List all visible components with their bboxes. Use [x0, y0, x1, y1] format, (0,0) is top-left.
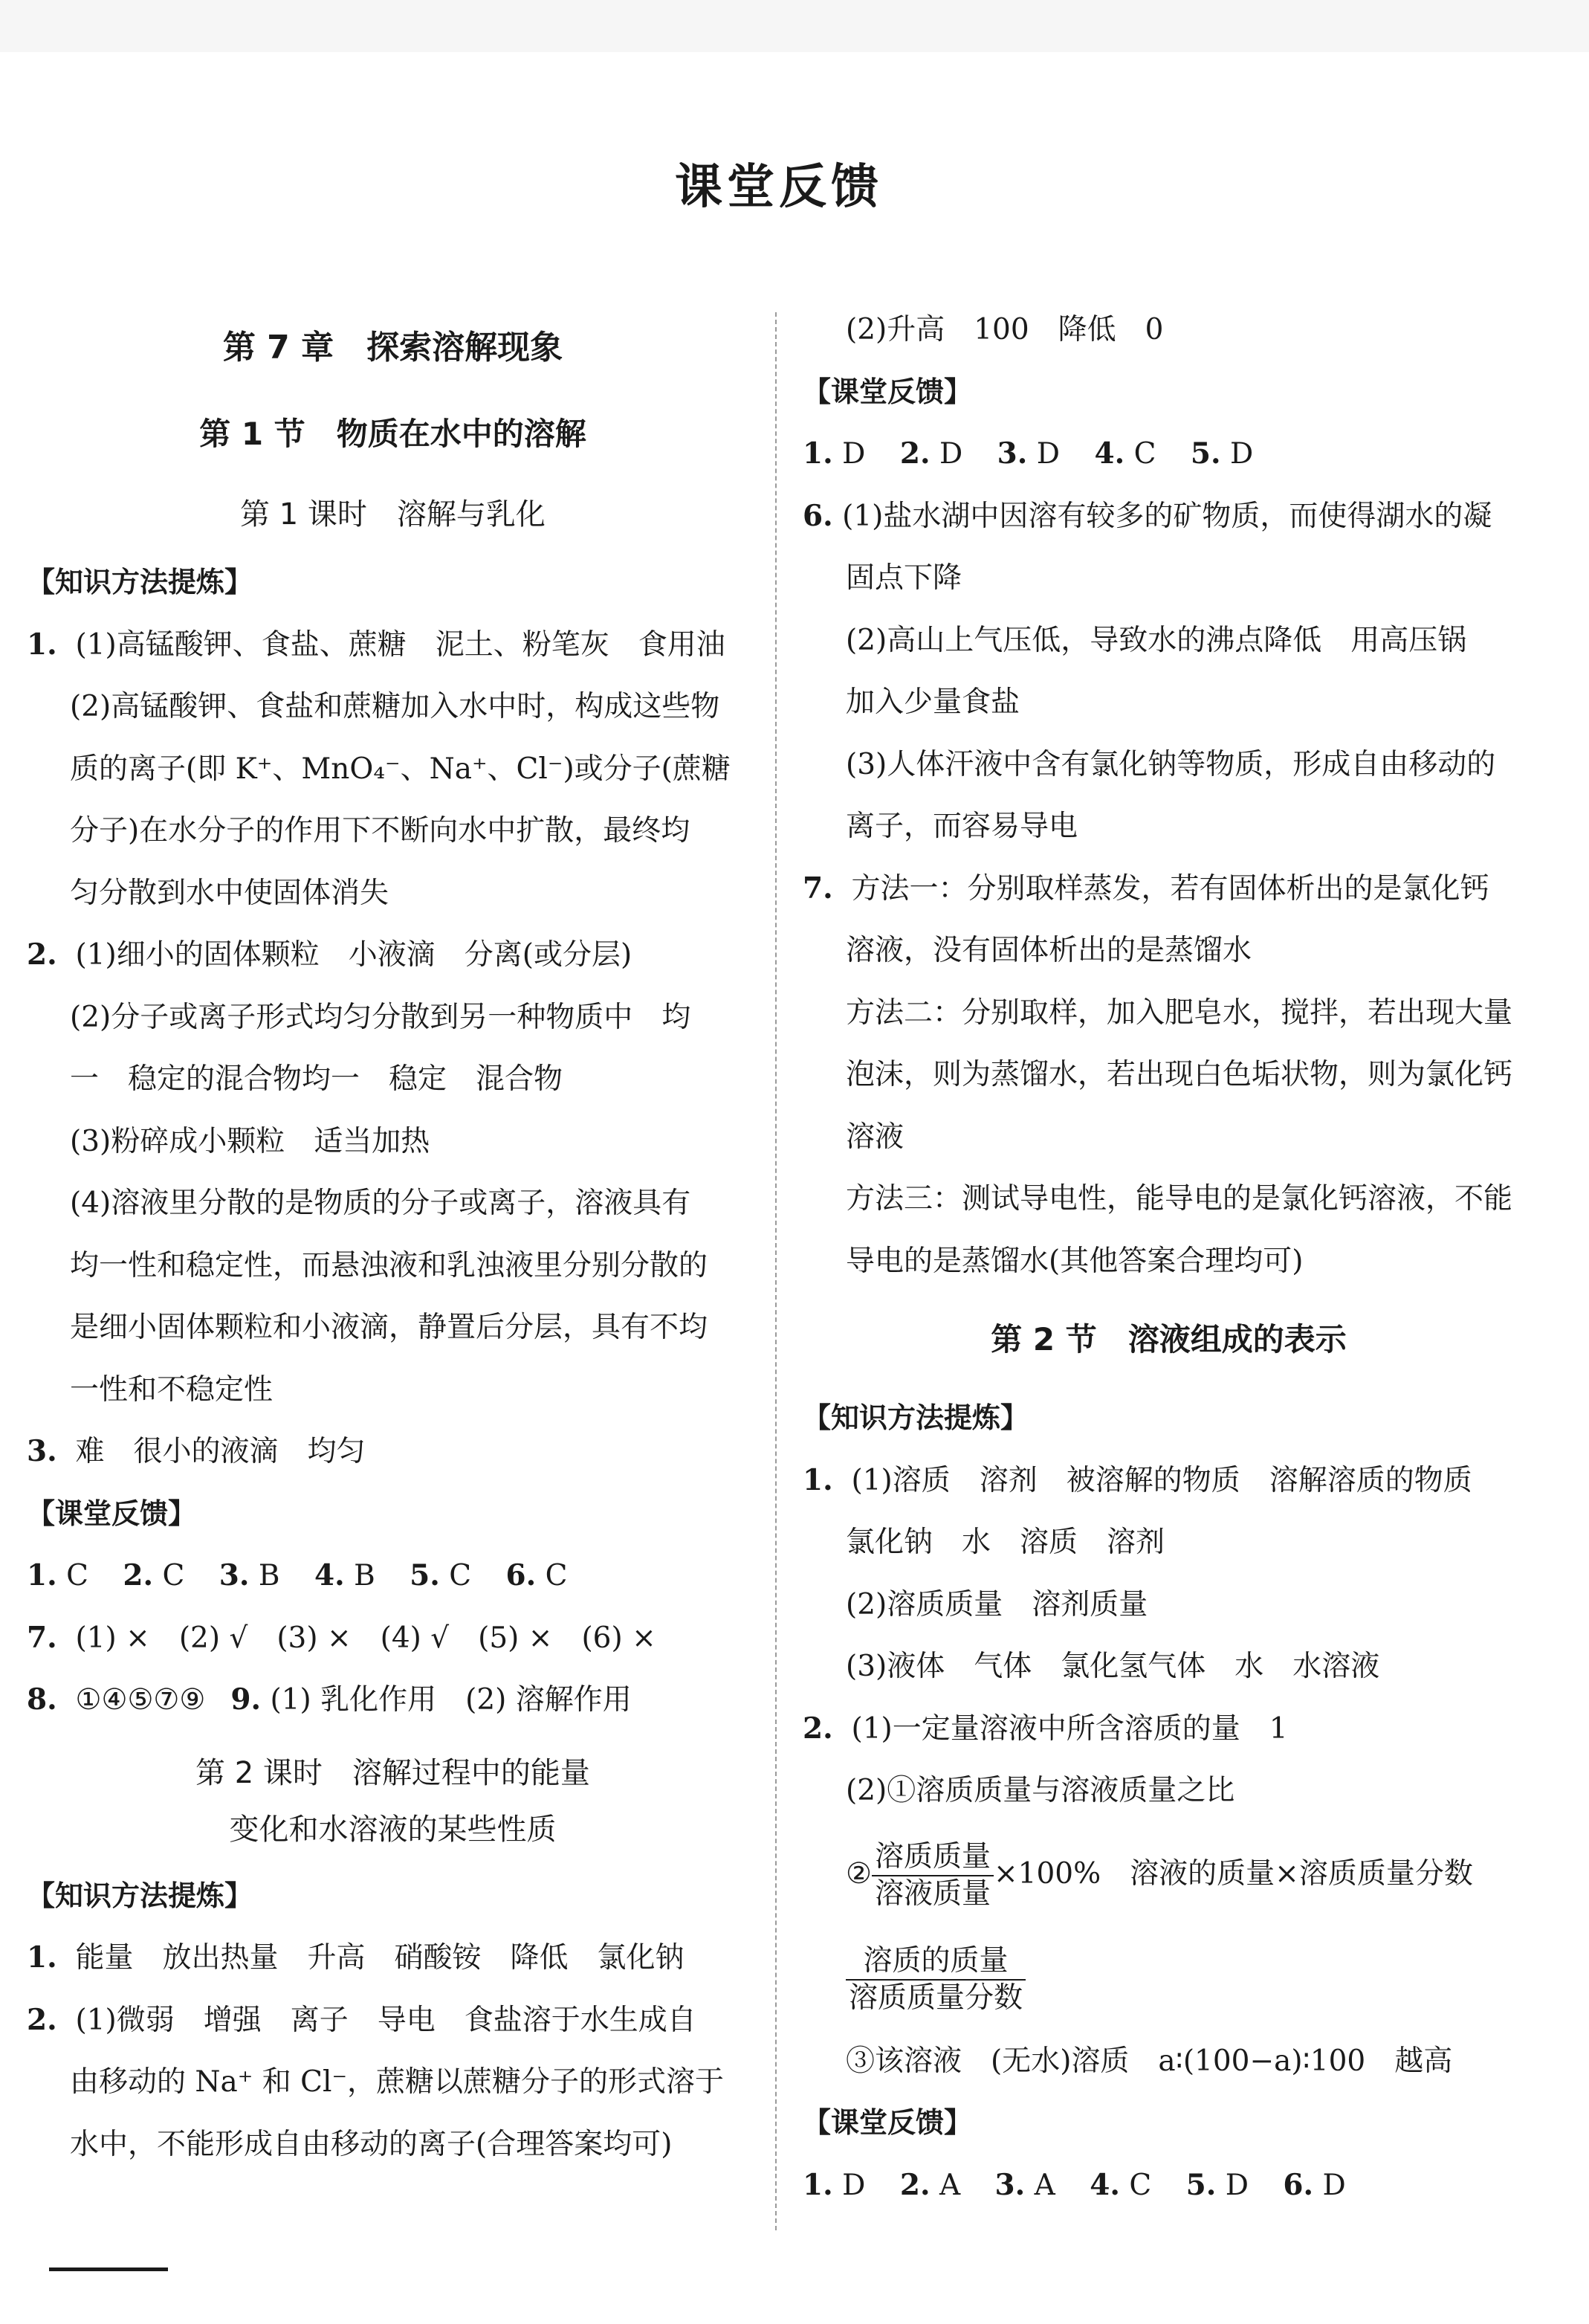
answer-line: 2. (1)微弱 增强 离子 导电 食盐溶于水生成自: [27, 2002, 696, 2037]
answer-line-choices: 1. C 2. C 3. B 4. B 5. C 6. C: [27, 1558, 568, 1592]
answer-line: 方法二：分别取样，加入肥皂水，搅拌，若出现大量: [846, 995, 1513, 1030]
answer-line: (3)粉碎成小颗粒 适当加热: [70, 1124, 430, 1158]
chapter-title: 第 7 章 探索溶解现象: [222, 329, 563, 367]
answer-line: 1. 能量 放出热量 升高 硝酸铵 降低 氯化钠: [27, 1940, 685, 1975]
lesson-title: 第 2 课时 溶解过程中的能量: [195, 1755, 590, 1790]
section-title: 第 2 节 溶液组成的表示: [991, 1321, 1347, 1358]
answer-line: 7. (1) × (2) √ (3) × (4) √ (5) × (6) ×: [27, 1620, 656, 1655]
section-title: 第 1 节 物质在水中的溶解: [199, 416, 586, 452]
answer-line: (2)升高 100 降低 0: [846, 313, 1164, 346]
answer-line: (2)溶质质量 溶剂质量: [846, 1587, 1148, 1621]
answer-line: 匀分散到水中使固体消失: [70, 876, 389, 910]
lesson-title: 第 1 课时 溶解与乳化: [240, 497, 546, 532]
answer-line: (2)分子或离子形式均匀分散到另一种物质中 均: [70, 1000, 691, 1034]
answer-line: 一 稳定的混合物均一 稳定 混合物: [70, 1062, 563, 1096]
answer-line: 固点下降: [846, 561, 962, 595]
answer-line: 水中，不能形成自由移动的离子(合理答案均可): [70, 2127, 673, 2161]
answer-line: 6. (1)盐水湖中因溶有较多的矿物质，而使得湖水的凝: [803, 498, 1492, 533]
fraction: $\frac{\text{溶质质量}}{\text{溶液质量}}$: [872, 1839, 994, 1912]
answer-line: 1. (1)溶质 溶剂 被溶解的物质 溶解溶质的物质: [803, 1462, 1472, 1497]
heading-knowledge: 【知识方法提炼】: [27, 566, 253, 598]
heading-knowledge: 【知识方法提炼】: [27, 1879, 253, 1912]
fraction: $\frac{\text{溶质的质量}}{\text{溶质质量分数}}$: [846, 1943, 1026, 2016]
formula-line: ② $\frac{\text{溶质质量}}{\text{溶液质量}}$ ×100% 溶液的质量×溶质质量分数: [846, 1839, 1473, 1911]
answer-line: (2)①溶质质量与溶液质量之比: [846, 1774, 1235, 1807]
answer-line: 2. (1)一定量溶液中所含溶质的量 1: [803, 1711, 1288, 1746]
answer-line: 质的离子(即 K⁺、MnO₄⁻、Na⁺、Cl⁻)或分子(蔗糖: [70, 752, 731, 786]
heading-knowledge: 【知识方法提炼】: [803, 1401, 1029, 1434]
answer-line: 一性和不稳定性: [70, 1372, 274, 1407]
answer-line: 2. (1)细小的固体颗粒 小液滴 分离(或分层): [27, 937, 632, 972]
answer-line-choices: 1. D 2. A 3. A 4. C 5. D 6. D: [803, 2167, 1346, 2202]
answer-line: 方法三：测试导电性，能导电的是氯化钙溶液，不能: [846, 1182, 1513, 1216]
lesson-title-cont: 变化和水溶液的某些性质: [229, 1812, 557, 1847]
answer-line: 溶液: [846, 1120, 904, 1154]
answer-line: 7. 方法一：分别取样蒸发，若有固体析出的是氯化钙: [803, 871, 1489, 906]
answer-line: (3)液体 气体 氯化氢气体 水 水溶液: [846, 1650, 1380, 1683]
answer-line: 导电的是蒸馏水(其他答案合理均可): [846, 1244, 1304, 1278]
answer-line: 溶液，没有固体析出的是蒸馏水: [846, 934, 1252, 967]
answer-line: (4)溶液里分散的是物质的分子或离子，溶液具有: [70, 1187, 691, 1220]
footer-rule: [49, 2267, 168, 2271]
answer-line: 是细小固体颗粒和小液滴，静置后分层，具有不均: [70, 1311, 708, 1344]
answer-line-choices: 1. D 2. D 3. D 4. C 5. D: [803, 436, 1254, 471]
answer-line: 氯化钠 水 溶质 溶剂: [846, 1526, 1165, 1559]
answer-line: (3)人体汗液中含有氯化钠等物质，形成自由移动的: [846, 747, 1496, 781]
heading-feedback: 【课堂反馈】: [803, 2106, 973, 2139]
answer-line: 3. 难 很小的液滴 均匀: [27, 1434, 366, 1468]
answer-line: 泡沫，则为蒸馏水，若出现白色垢状物，则为氯化钙: [846, 1058, 1513, 1091]
answer-line: 1. (1)高锰酸钾、食盐、蔗糖 泥土、粉笔灰 食用油: [27, 627, 725, 662]
page-title: 课堂反馈: [675, 160, 883, 215]
answer-line: 分子)在水分子的作用下不断向水中扩散，最终均: [70, 814, 690, 848]
answer-line: 由移动的 Na⁺ 和 Cl⁻，蔗糖以蔗糖分子的形式溶于: [70, 2065, 725, 2099]
answer-line: 8. ①④⑤⑦⑨ 9. (1) 乳化作用 (2) 溶解作用: [27, 1682, 632, 1717]
answer-line: 离子，而容易导电: [846, 810, 1078, 843]
answer-line: 加入少量食盐: [846, 685, 1020, 719]
top-band: [0, 0, 1589, 52]
answer-line: ③该溶液 (无水)溶质 a∶(100−a)∶100 越高: [846, 2044, 1453, 2078]
answer-line: (2)高山上气压低，导致水的沸点降低 用高压锅: [846, 623, 1467, 657]
heading-feedback: 【课堂反馈】: [803, 375, 973, 408]
formula-line: [803, 1926, 1535, 2030]
column-divider: [775, 312, 777, 2230]
answer-line: 均一性和稳定性，而悬浊液和乳浊液里分别分散的: [70, 1248, 708, 1282]
heading-feedback: 【课堂反馈】: [27, 1497, 197, 1530]
right-column: [803, 299, 1535, 2216]
answer-line: (2)高锰酸钾、食盐和蔗糖加入水中时，构成这些物: [70, 690, 720, 723]
left-column: [27, 305, 759, 2175]
